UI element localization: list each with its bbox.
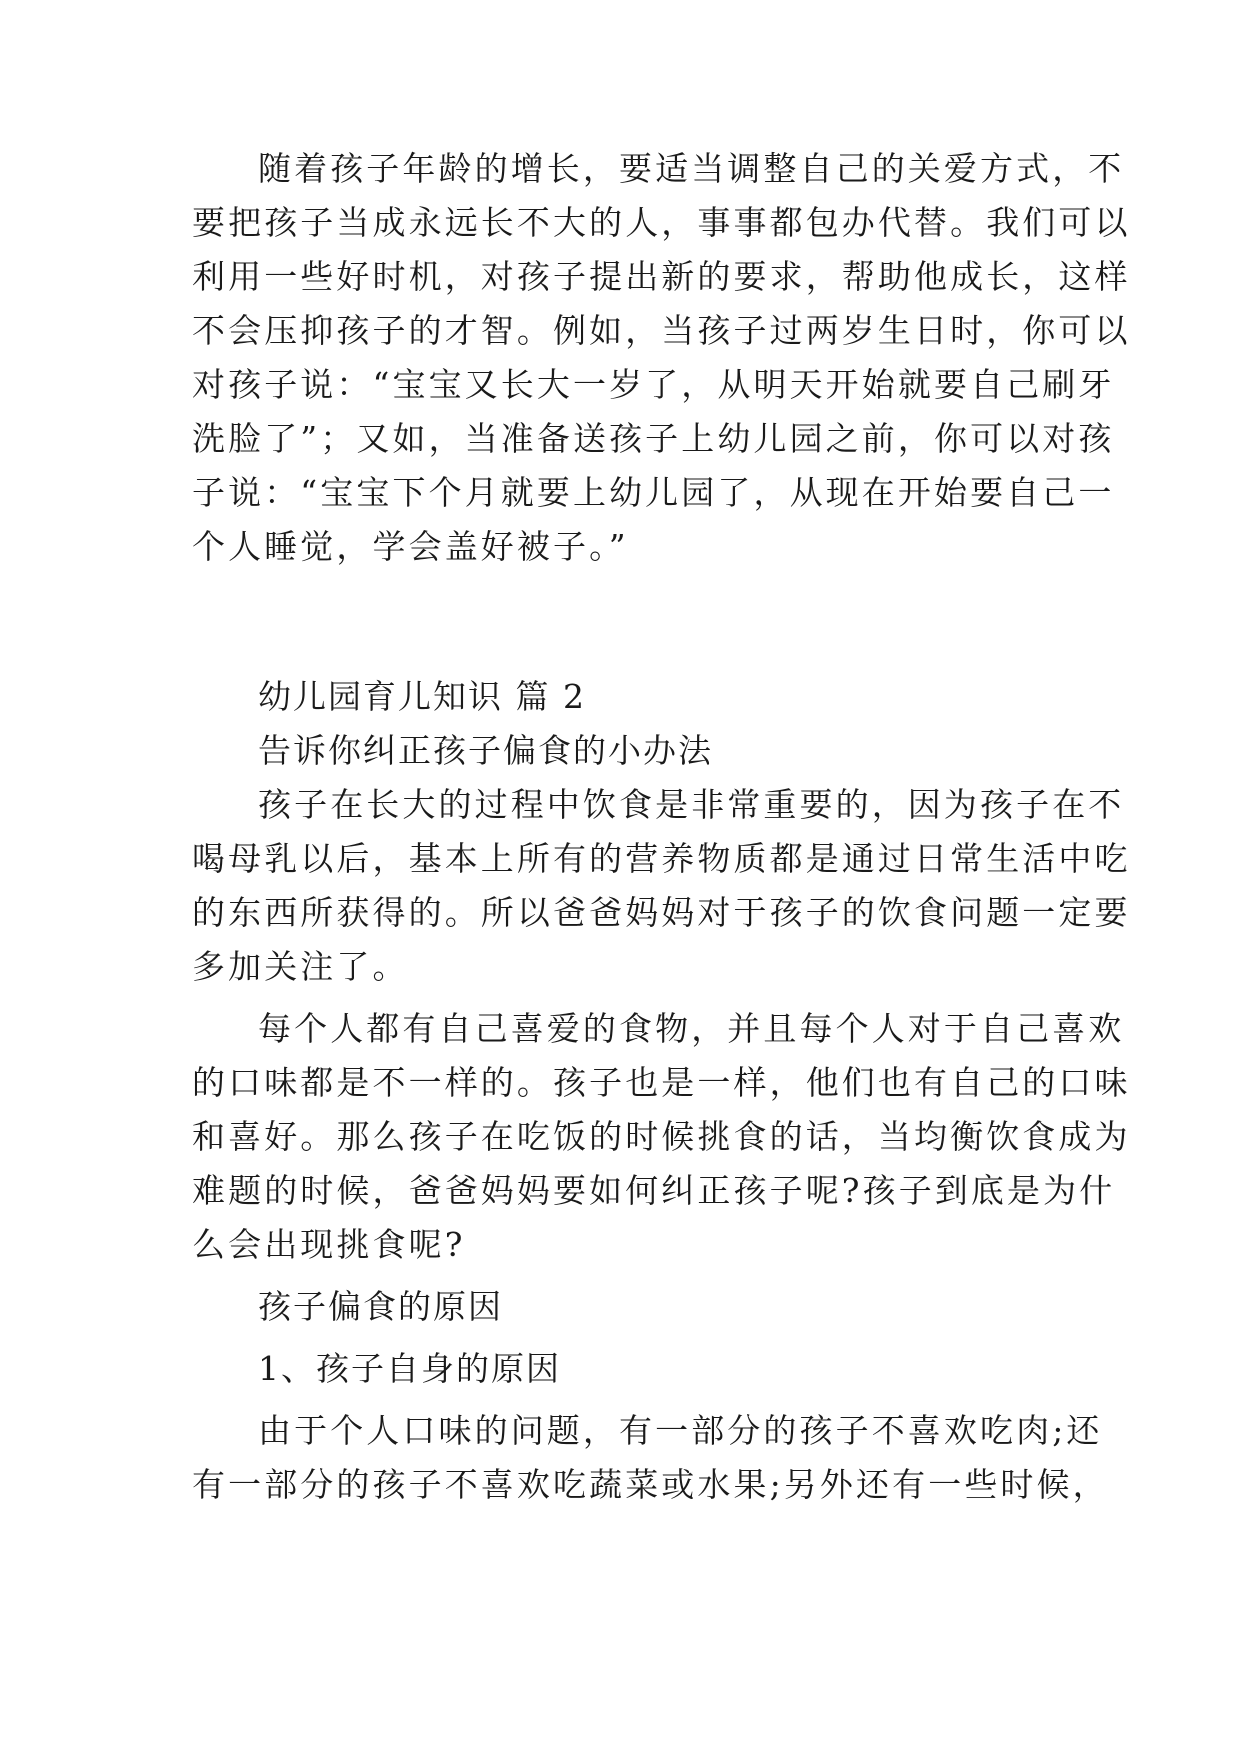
- paragraph-2-line-2: 喝母乳以后，基本上所有的营养物质都是通过日常生活中吃: [192, 839, 1131, 878]
- paragraph-1-line-1: 随着孩子年龄的增长，要适当调整自己的关爱方式，不: [258, 149, 1125, 188]
- paragraph-1-line-4: 不会压抑孩子的才智。例如，当孩子过两岁生日时，你可以: [192, 311, 1131, 350]
- paragraph-2-line-4: 多加关注了。: [192, 947, 409, 986]
- paragraph-1-line-3: 利用一些好时机，对孩子提出新的要求，帮助他成长，这样: [192, 257, 1131, 296]
- paragraph-1-line-6: 洗脸了”；又如，当准备送孩子上幼儿园之前，你可以对孩: [192, 419, 1115, 458]
- paragraph-4-line-1: 由于个人口味的问题，有一部分的孩子不喜欢吃肉;还: [258, 1411, 1103, 1450]
- paragraph-1-line-7: 子说：“宝宝下个月就要上幼儿园了，从现在开始要自己一: [192, 473, 1115, 512]
- paragraph-3-line-1: 每个人都有自己喜爱的食物，并且每个人对于自己喜欢: [258, 1009, 1125, 1048]
- paragraph-2-line-3: 的东西所获得的。所以爸爸妈妈对于孩子的饮食问题一定要: [192, 893, 1131, 932]
- paragraph-4-line-2: 有一部分的孩子不喜欢吃蔬菜或水果;另外还有一些时候，: [192, 1465, 1109, 1504]
- article-title: 告诉你纠正孩子偏食的小办法: [258, 731, 713, 770]
- subheading-child-causes: 1、孩子自身的原因: [258, 1349, 561, 1388]
- paragraph-2-line-1: 孩子在长大的过程中饮食是非常重要的，因为孩子在不: [258, 785, 1125, 824]
- paragraph-1-line-2: 要把孩子当成永远长不大的人，事事都包办代替。我们可以: [192, 203, 1131, 242]
- section-title: 幼儿园育儿知识 篇 2: [258, 677, 586, 716]
- paragraph-1-line-5: 对孩子说：“宝宝又长大一岁了，从明天开始就要自己刷牙: [192, 365, 1115, 404]
- paragraph-3-line-2: 的口味都是不一样的。孩子也是一样，他们也有自己的口味: [192, 1063, 1131, 1102]
- subheading-causes: 孩子偏食的原因: [258, 1287, 503, 1326]
- paragraph-3-line-3: 和喜好。那么孩子在吃饭的时候挑食的话，当均衡饮食成为: [192, 1117, 1131, 1156]
- paragraph-3-line-4: 难题的时候，爸爸妈妈要如何纠正孩子呢?孩子到底是为什: [192, 1171, 1116, 1210]
- paragraph-1-line-8: 个人睡觉，学会盖好被子。”: [192, 527, 629, 566]
- paragraph-3-line-5: 么会出现挑食呢?: [192, 1225, 466, 1264]
